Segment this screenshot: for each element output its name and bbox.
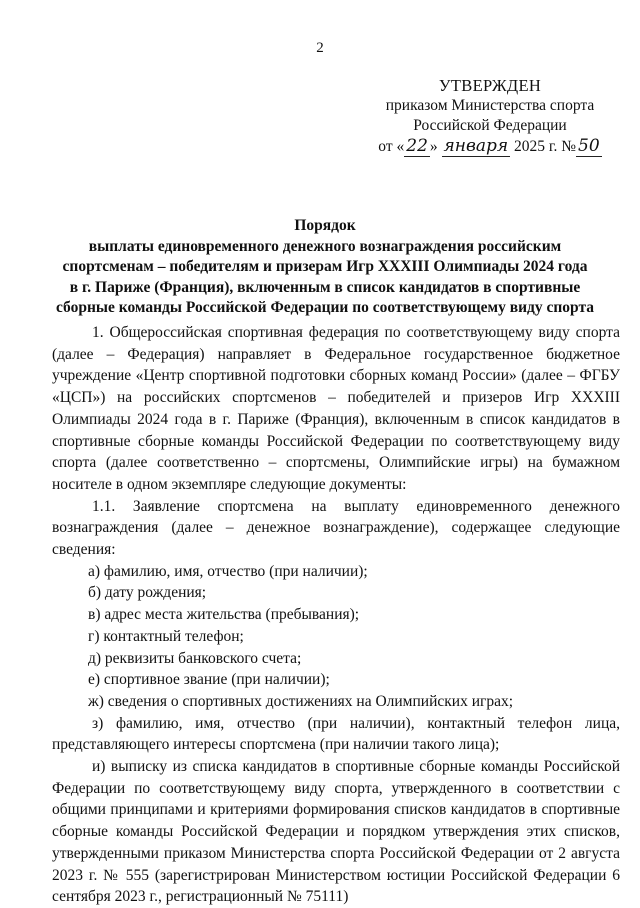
list-item-v: в) адрес места жительства (пребывания); [88,606,360,624]
approval-line-2: Российской Федерации [413,117,567,134]
list-item-zh: ж) сведения о спортивных достижениях на Олимпийских играх; [88,692,514,710]
title-line-4: в г. Париже (Франция), включенным в список кандидатов в спортивные [69,278,581,296]
approval-stamp [360,76,620,157]
title-line-1: Порядок [294,217,356,234]
handwritten-day: 22 [406,136,428,156]
list-item-e: е) спортивное звание (при наличии); [88,671,330,689]
list-item-i: и) выписку из списка кандидатов в спортивные сборные команды Российской Федерации по соответствующему виду спорта, утвержденного в соответствии с общими принципами и критериями формирования списков кандидатов в спортивные сборные команды Российской Федерации и порядком утверждения этих списков, утвержденными приказом Министерства спорта Российской Федерации от 2 августа 2023 г. № 555 (зарегистрирован Министерством юстиции Российской Федерации 6 сентября 2023 г., регистрационный № 75111) [52,758,620,906]
title-line-3: спортсменам – победителям и призерам Игр XXXIII Олимпиады 2024 года [62,258,588,275]
list-item-z: з) фамилию, имя, отчество (при наличии), контактный телефон лица, представляющего интересы спортсмена (при наличии такого лица); [52,714,620,754]
list-item-a: а) фамилию, имя, отчество (при наличии); [88,562,368,580]
date-separator: » [429,138,438,155]
approval-line-1: приказом Министерства спорта [385,97,595,114]
date-year: 2025 г. № [514,138,577,155]
list-item-b: б) дату рождения; [88,584,207,602]
handwritten-order-number: 50 [578,136,600,156]
document-title [40,216,610,319]
approval-date-line [360,136,620,157]
title-line-5: сборные команды Российской Федерации по соответствующему виду спорта [55,299,595,316]
title-line-2: выплаты единовременного денежного вознаграждения российским [88,237,562,255]
paragraph-1-1: 1.1. Заявление спортсмена на выплату единовременного денежного вознаграждения (далее – денежное вознаграждение), содержащее следующие сведения: [52,497,620,559]
list-item-g: г) контактный телефон; [88,627,244,645]
date-prefix: от « [378,138,405,155]
page-number: 2 [316,40,324,56]
document-body [52,322,620,908]
paragraph-1: 1. Общероссийская спортивная федерация по соответствующему виду спорта (далее – Федерация) направляет в Федеральное государственное бюджетное учреждение «Центр спортивной подготовки сборных команд России» (далее – ФГБУ «ЦСП») на российских спортсменов – победителей и призеров Игр XXXIII Олимпиады 2024 года в г. Париже (Франция), включенным в список кандидатов в спортивные сборные команды Российской Федерации по соответствующему виду спорта (далее соответственно – спортсмены, Олимпийские игры) на бумажном носителе в одном экземпляре следующие документы: [52,324,620,493]
list-item-d: д) реквизиты банковского счета; [88,649,302,667]
handwritten-month: января [443,136,509,156]
approval-title: УТВЕРЖДЕН [438,76,542,95]
